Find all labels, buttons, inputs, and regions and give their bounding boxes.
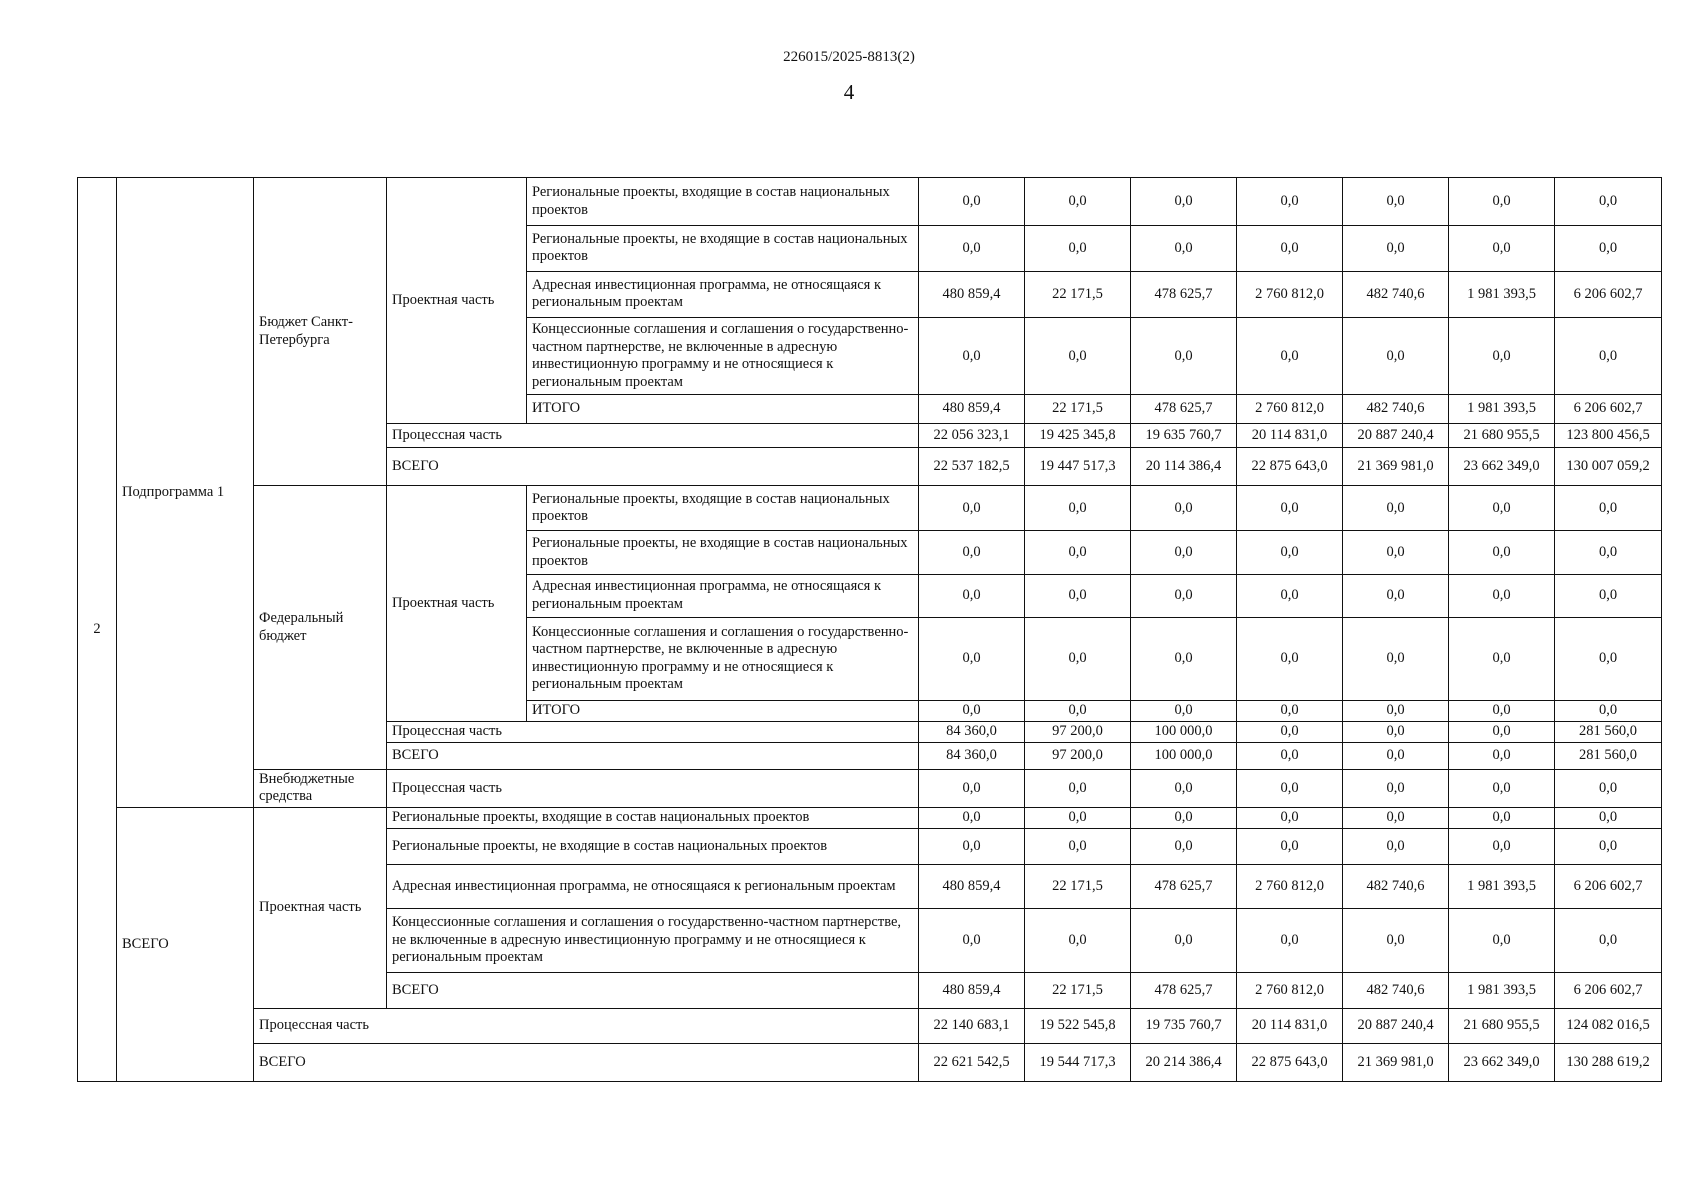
value-cell: 0,0: [1449, 908, 1555, 972]
value-cell: 0,0: [919, 769, 1025, 807]
value-cell: 0,0: [1025, 829, 1131, 865]
row-tot-reg-in-np: [78, 808, 1662, 829]
value-cell: 0,0: [1131, 769, 1237, 807]
value-cell: 21 369 981,0: [1343, 1043, 1449, 1081]
value-cell: 0,0: [1025, 617, 1131, 700]
value-cell: 21 369 981,0: [1343, 447, 1449, 485]
value-cell: 0,0: [1449, 574, 1555, 617]
value-cell: 20 214 386,4: [1131, 1043, 1237, 1081]
value-cell: 0,0: [1025, 226, 1131, 271]
row-label: Региональные проекты, не входящие в состав национальных проектов: [387, 829, 919, 865]
value-cell: 0,0: [1343, 742, 1449, 769]
row-label: Концессионные соглашения и соглашения о государственно-частном партнерстве, не включенные в адресную инвестиционную программу и не относящиеся к региональным проектам: [527, 317, 919, 395]
value-cell: 0,0: [1343, 486, 1449, 531]
value-cell: 0,0: [919, 829, 1025, 865]
value-cell: 124 082 016,5: [1555, 1009, 1662, 1043]
value-cell: 0,0: [1343, 531, 1449, 574]
document-id: 226015/2025-8813(2): [783, 49, 915, 65]
value-cell: 22 171,5: [1025, 271, 1131, 317]
value-cell: 0,0: [1237, 486, 1343, 531]
value-cell: 0,0: [919, 700, 1025, 721]
row-number-cell: 2: [78, 178, 117, 1082]
value-cell: 0,0: [919, 808, 1025, 829]
value-cell: 0,0: [1449, 178, 1555, 226]
value-cell: 22 171,5: [1025, 973, 1131, 1009]
value-cell: 0,0: [919, 531, 1025, 574]
value-cell: 480 859,4: [919, 865, 1025, 908]
row-label: Процессная часть: [387, 423, 919, 447]
value-cell: 0,0: [1025, 531, 1131, 574]
value-cell: 0,0: [1449, 808, 1555, 829]
value-cell: 84 360,0: [919, 742, 1025, 769]
value-cell: 1 981 393,5: [1449, 395, 1555, 423]
value-cell: 0,0: [1131, 226, 1237, 271]
value-cell: 21 680 955,5: [1449, 1009, 1555, 1043]
value-cell: 0,0: [919, 486, 1025, 531]
value-cell: 0,0: [1343, 700, 1449, 721]
value-cell: 0,0: [1131, 617, 1237, 700]
row-tot-process: [78, 1009, 1662, 1043]
value-cell: 123 800 456,5: [1555, 423, 1662, 447]
row-label: ИТОГО: [527, 700, 919, 721]
value-cell: 0,0: [1237, 742, 1343, 769]
value-cell: 0,0: [919, 617, 1025, 700]
value-cell: 0,0: [1237, 700, 1343, 721]
value-cell: 0,0: [919, 317, 1025, 395]
value-cell: 478 625,7: [1131, 973, 1237, 1009]
value-cell: 19 735 760,7: [1131, 1009, 1237, 1043]
extrabudgetary-cell: Внебюджетные средства: [254, 769, 387, 807]
value-cell: 0,0: [1131, 574, 1237, 617]
value-cell: 97 200,0: [1025, 721, 1131, 742]
value-cell: 22 171,5: [1025, 395, 1131, 423]
row-label: Региональные проекты, входящие в состав национальных проектов: [527, 486, 919, 531]
value-cell: 0,0: [919, 574, 1025, 617]
value-cell: 0,0: [1343, 808, 1449, 829]
row-label: Региональные проекты, входящие в состав национальных проектов: [387, 808, 919, 829]
value-cell: 22 875 643,0: [1237, 1043, 1343, 1081]
value-cell: 1 981 393,5: [1449, 973, 1555, 1009]
value-cell: 0,0: [1449, 721, 1555, 742]
fed-project-part-cell: Проектная часть: [387, 486, 527, 722]
value-cell: 19 447 517,3: [1025, 447, 1131, 485]
value-cell: 84 360,0: [919, 721, 1025, 742]
value-cell: 6 206 602,7: [1555, 395, 1662, 423]
value-cell: 0,0: [1555, 226, 1662, 271]
value-cell: 0,0: [1343, 226, 1449, 271]
value-cell: 23 662 349,0: [1449, 1043, 1555, 1081]
value-cell: 22 537 182,5: [919, 447, 1025, 485]
row-label: ВСЕГО: [254, 1043, 919, 1081]
value-cell: 1 981 393,5: [1449, 865, 1555, 908]
value-cell: 100 000,0: [1131, 742, 1237, 769]
value-cell: 0,0: [1449, 742, 1555, 769]
value-cell: 480 859,4: [919, 395, 1025, 423]
value-cell: 0,0: [1343, 574, 1449, 617]
value-cell: 0,0: [1555, 574, 1662, 617]
value-cell: 0,0: [1131, 317, 1237, 395]
value-cell: 20 114 386,4: [1131, 447, 1237, 485]
value-cell: 20 887 240,4: [1343, 1009, 1449, 1043]
value-cell: 0,0: [1555, 808, 1662, 829]
value-cell: 23 662 349,0: [1449, 447, 1555, 485]
row-tot-total: [78, 1043, 1662, 1081]
value-cell: 2 760 812,0: [1237, 395, 1343, 423]
page-number: 4: [843, 80, 855, 104]
row-label: ВСЕГО: [387, 973, 919, 1009]
row-label: Региональные проекты, не входящие в состав национальных проектов: [527, 226, 919, 271]
row-extra-process: [78, 769, 1662, 807]
value-cell: 0,0: [1555, 700, 1662, 721]
row-label: Адресная инвестиционная программа, не относящаяся к региональным проектам: [387, 865, 919, 908]
value-cell: 0,0: [1449, 617, 1555, 700]
value-cell: 0,0: [1343, 178, 1449, 226]
value-cell: 20 114 831,0: [1237, 423, 1343, 447]
row-label: ИТОГО: [527, 395, 919, 423]
value-cell: 0,0: [1025, 574, 1131, 617]
row-label: Процессная часть: [387, 721, 919, 742]
value-cell: 6 206 602,7: [1555, 271, 1662, 317]
value-cell: 478 625,7: [1131, 395, 1237, 423]
value-cell: 0,0: [1449, 769, 1555, 807]
value-cell: 0,0: [1131, 829, 1237, 865]
grand-total-cell: ВСЕГО: [117, 808, 254, 1082]
row-label: Концессионные соглашения и соглашения о государственно-частном партнерстве, не включенные в адресную инвестиционную программу и не относящиеся к региональным проектам: [387, 908, 919, 972]
row-label: ВСЕГО: [387, 742, 919, 769]
value-cell: 0,0: [1237, 721, 1343, 742]
value-cell: 19 635 760,7: [1131, 423, 1237, 447]
value-cell: 97 200,0: [1025, 742, 1131, 769]
budget-table: [77, 177, 1662, 1082]
value-cell: 0,0: [1343, 769, 1449, 807]
value-cell: 100 000,0: [1131, 721, 1237, 742]
value-cell: 0,0: [1131, 178, 1237, 226]
value-cell: 0,0: [1025, 769, 1131, 807]
value-cell: 0,0: [1343, 617, 1449, 700]
value-cell: 0,0: [1555, 531, 1662, 574]
value-cell: 482 740,6: [1343, 865, 1449, 908]
tot-project-part-cell: Проектная часть: [254, 808, 387, 1009]
value-cell: 0,0: [1449, 226, 1555, 271]
value-cell: 0,0: [1449, 700, 1555, 721]
value-cell: 19 522 545,8: [1025, 1009, 1131, 1043]
value-cell: 0,0: [1555, 617, 1662, 700]
value-cell: 22 875 643,0: [1237, 447, 1343, 485]
value-cell: 478 625,7: [1131, 271, 1237, 317]
value-cell: 22 140 683,1: [919, 1009, 1025, 1043]
value-cell: 0,0: [1025, 486, 1131, 531]
row-label: Региональные проекты, не входящие в состав национальных проектов: [527, 531, 919, 574]
row-label: Процессная часть: [387, 769, 919, 807]
value-cell: 0,0: [1025, 317, 1131, 395]
value-cell: 21 680 955,5: [1449, 423, 1555, 447]
value-cell: 482 740,6: [1343, 973, 1449, 1009]
row-label: Концессионные соглашения и соглашения о государственно-частном партнерстве, не включенные в адресную инвестиционную программу и не относящиеся к региональным проектам: [527, 617, 919, 700]
value-cell: 130 007 059,2: [1555, 447, 1662, 485]
value-cell: 0,0: [1343, 721, 1449, 742]
value-cell: 0,0: [1025, 808, 1131, 829]
value-cell: 0,0: [1555, 908, 1662, 972]
value-cell: 2 760 812,0: [1237, 865, 1343, 908]
value-cell: 480 859,4: [919, 271, 1025, 317]
value-cell: 0,0: [1237, 769, 1343, 807]
value-cell: 0,0: [1025, 700, 1131, 721]
value-cell: 6 206 602,7: [1555, 973, 1662, 1009]
value-cell: 0,0: [1131, 808, 1237, 829]
spb-project-part-cell: Проектная часть: [387, 178, 527, 424]
row-label: Адресная инвестиционная программа, не относящаяся к региональным проектам: [527, 271, 919, 317]
value-cell: 0,0: [1025, 178, 1131, 226]
value-cell: 1 981 393,5: [1449, 271, 1555, 317]
value-cell: 0,0: [1449, 317, 1555, 395]
value-cell: 0,0: [1131, 700, 1237, 721]
value-cell: 0,0: [1343, 317, 1449, 395]
value-cell: 482 740,6: [1343, 395, 1449, 423]
value-cell: 0,0: [1343, 908, 1449, 972]
value-cell: 0,0: [1237, 908, 1343, 972]
row-label: Региональные проекты, входящие в состав национальных проектов: [527, 178, 919, 226]
value-cell: 0,0: [1449, 486, 1555, 531]
row-spb-reg-in-np: [78, 178, 1662, 226]
value-cell: 19 425 345,8: [1025, 423, 1131, 447]
spb-budget-cell: Бюджет Санкт-Петербурга: [254, 178, 387, 486]
value-cell: 22 621 542,5: [919, 1043, 1025, 1081]
value-cell: 0,0: [1237, 574, 1343, 617]
value-cell: 20 887 240,4: [1343, 423, 1449, 447]
value-cell: 0,0: [1237, 178, 1343, 226]
value-cell: 2 760 812,0: [1237, 271, 1343, 317]
value-cell: 281 560,0: [1555, 721, 1662, 742]
value-cell: 2 760 812,0: [1237, 973, 1343, 1009]
federal-budget-cell: Федеральный бюджет: [254, 486, 387, 770]
value-cell: 0,0: [1237, 829, 1343, 865]
value-cell: 0,0: [1555, 486, 1662, 531]
value-cell: 6 206 602,7: [1555, 865, 1662, 908]
value-cell: 0,0: [1449, 829, 1555, 865]
value-cell: 19 544 717,3: [1025, 1043, 1131, 1081]
value-cell: 0,0: [919, 226, 1025, 271]
value-cell: 281 560,0: [1555, 742, 1662, 769]
value-cell: 0,0: [1237, 317, 1343, 395]
value-cell: 0,0: [1555, 769, 1662, 807]
value-cell: 0,0: [1237, 808, 1343, 829]
value-cell: 0,0: [1131, 531, 1237, 574]
value-cell: 0,0: [919, 908, 1025, 972]
value-cell: 0,0: [1025, 908, 1131, 972]
value-cell: 478 625,7: [1131, 865, 1237, 908]
value-cell: 22 056 323,1: [919, 423, 1025, 447]
row-label: Адресная инвестиционная программа, не относящаяся к региональным проектам: [527, 574, 919, 617]
value-cell: 482 740,6: [1343, 271, 1449, 317]
value-cell: 0,0: [1343, 829, 1449, 865]
value-cell: 0,0: [919, 178, 1025, 226]
row-label: ВСЕГО: [387, 447, 919, 485]
value-cell: 0,0: [1555, 829, 1662, 865]
value-cell: 130 288 619,2: [1555, 1043, 1662, 1081]
value-cell: 0,0: [1237, 226, 1343, 271]
value-cell: 22 171,5: [1025, 865, 1131, 908]
value-cell: 0,0: [1555, 178, 1662, 226]
value-cell: 0,0: [1449, 531, 1555, 574]
value-cell: 20 114 831,0: [1237, 1009, 1343, 1043]
value-cell: 0,0: [1237, 531, 1343, 574]
value-cell: 480 859,4: [919, 973, 1025, 1009]
row-fed-reg-in-np: [78, 486, 1662, 531]
value-cell: 0,0: [1237, 617, 1343, 700]
value-cell: 0,0: [1131, 908, 1237, 972]
row-label: Процессная часть: [254, 1009, 919, 1043]
subprogram-cell: Подпрограмма 1: [117, 178, 254, 808]
value-cell: 0,0: [1555, 317, 1662, 395]
value-cell: 0,0: [1131, 486, 1237, 531]
